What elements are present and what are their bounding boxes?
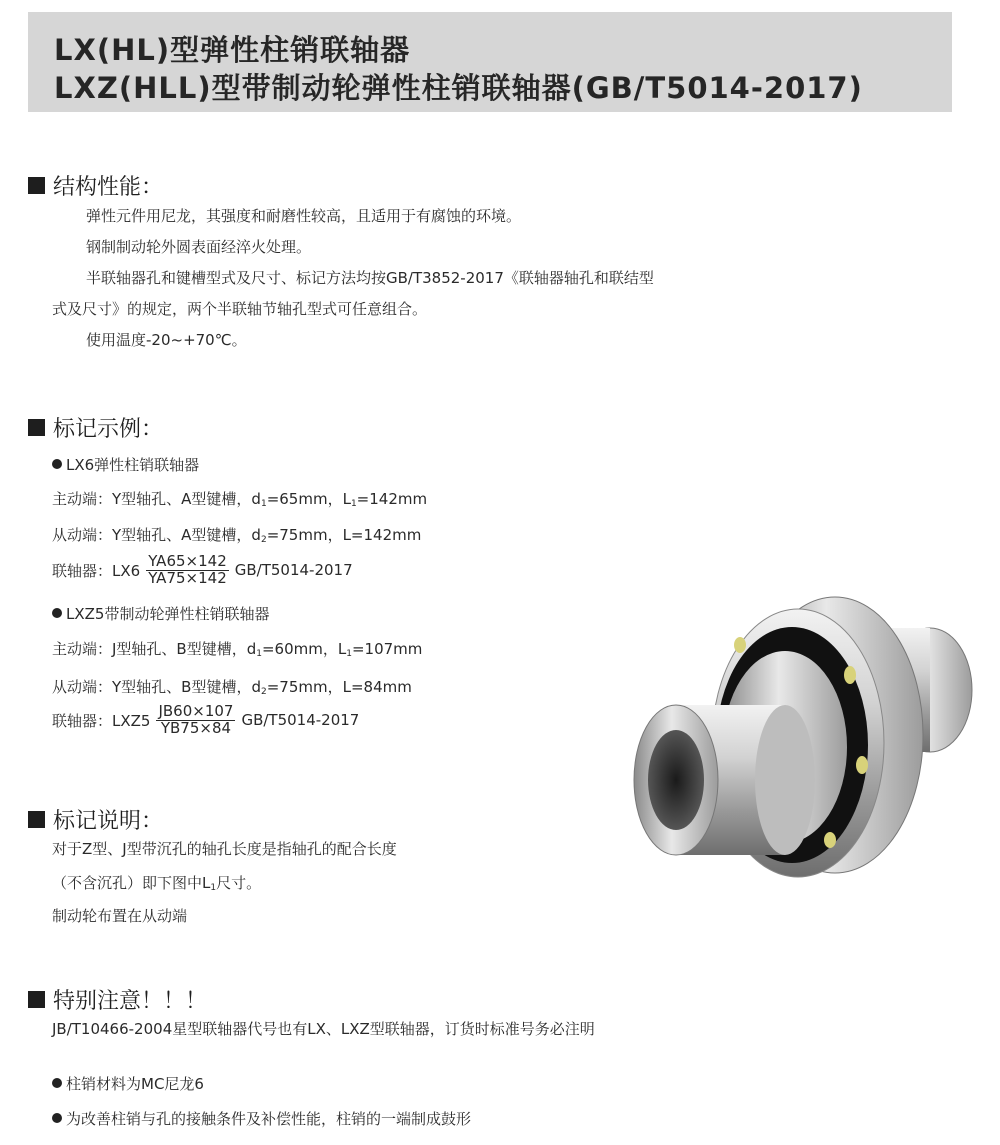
example1-title: LX6弹性柱销联轴器 <box>52 454 199 475</box>
explain-line-3: 制动轮布置在从动端 <box>52 907 188 925</box>
structure-line-3: 半联轴器孔和键槽型式及尺寸、标记方法均按GB/T3852-2017《联轴器轴孔和联结型 <box>86 269 654 287</box>
structure-line-2: 钢制制动轮外圆表面经淬火处理。 <box>86 238 312 256</box>
round-bullet-icon <box>52 1078 62 1088</box>
notice-bullet-1: 柱销材料为MC尼龙6 <box>52 1073 204 1094</box>
explain-line-2: （不含沉孔）即下图中$L_1$尺寸。 <box>52 874 262 893</box>
coupling-product-image <box>630 595 975 885</box>
notice-line-1: JB/T10466-2004星型联轴器代号也有LX、LXZ型联轴器，订货时标准号务必注明 <box>52 1020 595 1038</box>
example2-mark: 联轴器：LXZ5 $\frac{JB60\times 107}{YB75\times 84}$ GB/T5014-2017 <box>52 702 360 737</box>
square-bullet-icon <box>28 991 45 1008</box>
example2-driver: 主动端：J型轴孔、B型键槽，$d_1=60mm$，$L_1=107mm$ <box>52 640 423 659</box>
explain-line-1: 对于Z型、J型带沉孔的轴孔长度是指轴孔的配合长度 <box>52 840 397 858</box>
page-title-line2: LXZ(HLL)型带制动轮弹性柱销联轴器(GB/T5014-2017) <box>54 71 863 105</box>
round-bullet-icon <box>52 1113 62 1123</box>
square-bullet-icon <box>28 177 45 194</box>
square-bullet-icon <box>28 419 45 436</box>
round-bullet-icon <box>52 459 62 469</box>
round-bullet-icon <box>52 608 62 618</box>
example2-driven: 从动端：Y型轴孔、B型键槽，$d_2=75mm$，L=84mm <box>52 678 412 697</box>
square-bullet-icon <box>28 811 45 828</box>
example-heading: 标记示例： <box>28 412 163 443</box>
notice-bullet-2: 为改善柱销与孔的接触条件及补偿性能，柱销的一端制成鼓形 <box>52 1108 471 1129</box>
example1-driven: 从动端：Y型轴孔、A型键槽，$d_2=75mm$，L=142mm <box>52 526 422 545</box>
example1-driver: 主动端：Y型轴孔、A型键槽，$d_1=65mm$，$L_1=142mm$ <box>52 490 428 509</box>
mark-fraction: $\frac{YA65\times 142}{YA75\times 142}$ <box>148 552 227 587</box>
example2-title: LXZ5带制动轮弹性柱销联轴器 <box>52 603 269 624</box>
page-title-line1: LX(HL)型弹性柱销联轴器 <box>54 33 411 67</box>
structure-heading: 结构性能： <box>28 170 163 201</box>
example1-mark: 联轴器：LX6 $\frac{YA65\times 142}{YA75\times 142}$ GB/T5014-2017 <box>52 552 353 587</box>
mark-fraction: $\frac{JB60\times 107}{YB75\times 84}$ <box>158 702 234 737</box>
structure-line-4: 式及尺寸》的规定，两个半联轴节轴孔型式可任意组合。 <box>52 300 428 318</box>
notice-heading: 特别注意！！！ <box>28 984 207 1015</box>
explain-heading: 标记说明： <box>28 804 163 835</box>
structure-line-5: 使用温度-20~+70℃。 <box>86 331 247 349</box>
structure-line-1: 弹性元件用尼龙，其强度和耐磨性较高，且适用于有腐蚀的环境。 <box>86 207 522 225</box>
